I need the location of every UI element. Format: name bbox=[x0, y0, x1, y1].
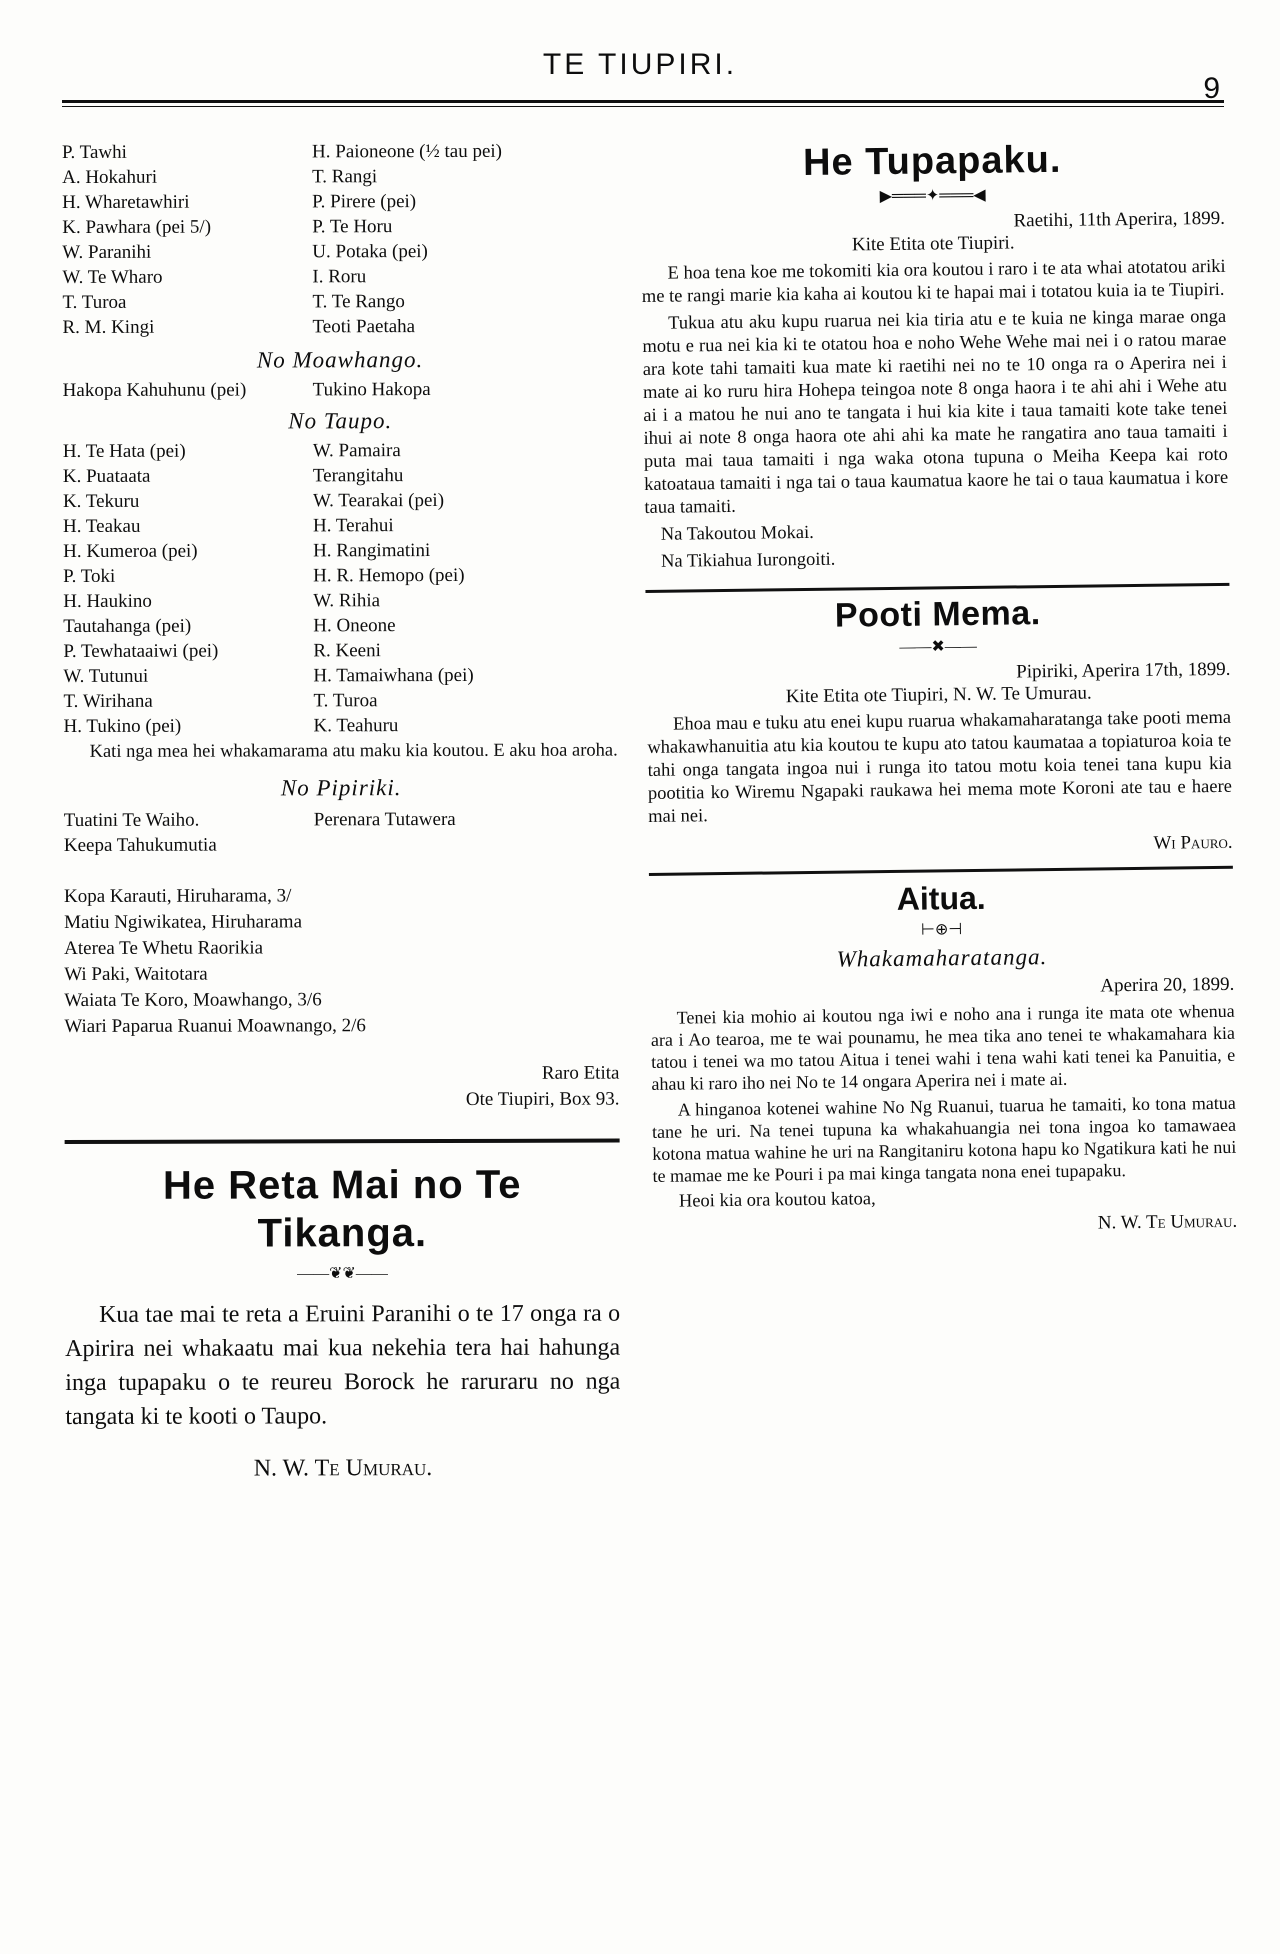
section-heading-taupo: No Taupo. bbox=[288, 408, 393, 434]
signatory-name: Perenara Tutawera bbox=[313, 808, 456, 831]
signatory-name: K. Puataata bbox=[62, 465, 151, 487]
tupapaku-paragraph: E hoa tena koe me tokomiti kia ora koutou i raro i te ata whai atotatou ariki me te rangi marie kia kaha ai koutou ki te hapai mai i totatou kuia ia te Tiupiri. bbox=[641, 256, 1226, 307]
signatory-name: H. Teakau bbox=[62, 515, 141, 537]
signatory-name: W. Pamaira bbox=[312, 440, 401, 462]
page-title: TE TIUPIRI. bbox=[542, 48, 738, 81]
article-title-line1: He Reta Mai no Te bbox=[162, 1162, 522, 1208]
signatory-name: T. Wirihana bbox=[63, 690, 153, 712]
right-column bbox=[640, 138, 1238, 1240]
list-item bbox=[63, 513, 618, 539]
pooti-paragraph: Ehoa mau e tuku atu enei kupu ruarua whakamaharatanga take pooti mema whakawhanuitia atu kia koutou te kupu ato tatou kaumataa a topiaturoa koia te tahi onga tangata ingoa nui i runga ito tatou motu koia tenei tana kupu kia pootitia ko Wiremu Ngapaki raukawa hei mema mote Koroni ate tau e haere mai nei. bbox=[647, 707, 1233, 827]
signatory-name: P. Tewhataaiwi (pei) bbox=[63, 640, 219, 662]
signatory-name: H. R. Hemopo (pei) bbox=[313, 564, 465, 587]
list-item: Kopa Karauti, Hiruharama, 3/ bbox=[63, 885, 292, 907]
signatory-name: H. Haukino bbox=[63, 590, 152, 612]
section-heading-moawhango: No Moawhango. bbox=[256, 347, 424, 373]
signatory-name: T. Te Rango bbox=[312, 291, 405, 313]
article-title bbox=[65, 1161, 620, 1258]
signatory-name: H. Tamaiwhana (pei) bbox=[313, 664, 474, 687]
signatory-name: Tuatini Te Waiho. bbox=[63, 809, 200, 831]
signatory-name: T. Turoa bbox=[62, 291, 127, 313]
article-body: Kua tae mai te reta a Eruini Paranihi o te 17 onga ra o Apirira nei whakaatu mai kua nekehia tera hai hahunga inga tupapaku o te reureu Borock he raruraru no nga tangata ki te kooti o Taupo. bbox=[65, 1300, 621, 1430]
signatory-name: K. Teahuru bbox=[313, 715, 399, 737]
signatory-name: A. Hokahuri bbox=[62, 166, 158, 188]
signatory-name: W. Te Wharo bbox=[62, 266, 163, 288]
signatory-name: R. M. Kingi bbox=[62, 316, 155, 338]
signatory-name: H. Terahui bbox=[312, 515, 394, 537]
subscriber-list bbox=[64, 883, 619, 1040]
list-item bbox=[62, 164, 617, 190]
signatory-name: T. Rangi bbox=[312, 166, 378, 188]
list-item bbox=[62, 264, 617, 290]
signatory-name: K. Pawhara (pei 5/) bbox=[62, 216, 212, 238]
list-item: Aterea Te Whetu Raorikia bbox=[64, 937, 264, 959]
list-item bbox=[63, 538, 618, 564]
masthead bbox=[0, 48, 1280, 105]
ornament-divider-icon: ——✖—— bbox=[899, 637, 977, 656]
left-column bbox=[62, 140, 621, 1483]
signatory-name: Keepa Tahukumutia bbox=[63, 834, 217, 856]
signatory-name: P. Toki bbox=[63, 565, 116, 587]
tupapaku-paragraph: Tukua atu aku kupu ruarua nei kia tiria atu e te kuia ne kinga marae onga motu e rua nei kia ki te otatou hoa e noho Wehe Wehe mai nei i o ratou marae ara kote tahi tamaiti kua mate ki raetihi nei no te 10 onga ra o Aperira nei i mate ai ko ruru hira Hohepa teingoa note 8 onga haora i te ahi ahi i Wehe atu ai i a matou he nui ano te tangata i hui kia kite i taua tamaiti kote take tenei ihui ai note 8 onga haora ote ahi ahi ka mate he rangatira ano taua tamaiti i puta mai taua tamaiti i nga waka otona tupuna o Meiha Keepa kai roto katoataua tamaiti i nga tai o taua kaumatua kaore he tai o taua kaumatua i kore taua tamaiti. bbox=[642, 306, 1229, 518]
masthead-rule bbox=[62, 100, 1224, 107]
list-item bbox=[64, 807, 619, 833]
aitua-heading: Aitua. bbox=[896, 879, 986, 917]
ornament-divider-icon: ▶═══✦═══◀ bbox=[879, 186, 986, 206]
list-item bbox=[63, 438, 618, 464]
list-item: Waiata Te Koro, Moawhango, 3/6 bbox=[64, 989, 322, 1011]
tupapaku-subline: Kite Etita ote Tiupiri. bbox=[851, 232, 1015, 256]
list-item bbox=[63, 488, 618, 514]
list-item bbox=[62, 214, 617, 240]
signatory-name: W. Tearakai (pei) bbox=[312, 490, 445, 512]
list-item bbox=[62, 314, 617, 340]
list-item bbox=[62, 189, 617, 215]
aitua-closing: Heoi kia ora koutou katoa, bbox=[678, 1189, 876, 1212]
signatory-name: Terangitahu bbox=[312, 465, 404, 487]
ornament-divider-icon: ⊢⊕⊣ bbox=[920, 921, 963, 939]
closing-line: Ote Tiupiri, Box 93. bbox=[465, 1088, 620, 1110]
signatory-name: H. Oneone bbox=[313, 615, 396, 637]
list-item bbox=[63, 688, 618, 714]
signatory-name: H. Tukino (pei) bbox=[63, 715, 182, 737]
signatory-name: H. Wharetawhiri bbox=[62, 191, 190, 213]
signatory-name: Tukino Hakopa bbox=[312, 379, 431, 401]
closing-line: Raro Etita bbox=[541, 1062, 620, 1084]
list-item bbox=[63, 377, 618, 403]
signatory-list-top bbox=[62, 139, 618, 340]
aitua-paragraph: A hinganoa kotenei wahine No Ng Ruanui, tuarua he tamaiti, ko tona matua tane he uri. Na tenei tupuna ka whakahuangia nei tona ingoa ko tamawaea kotona matua wahine he uri na Rangitaniru kotona hapu ko Ngatikura kati he nui te mamae me ke Pouri i pa mai kinga tangata nona enei tupapaku. bbox=[651, 1092, 1237, 1186]
signatory-name: W. Paranihi bbox=[62, 241, 152, 263]
list-item bbox=[64, 713, 619, 739]
signatory-name: W. Rihia bbox=[313, 590, 381, 612]
list-item bbox=[63, 613, 618, 639]
article-signature: N. W. Te Umurau. bbox=[253, 1455, 433, 1482]
tupapaku-signature: Na Takoutou Mokai. bbox=[660, 522, 814, 545]
aitua-dateline: Aperira 20, 1899. bbox=[1100, 973, 1235, 997]
signatory-name: P. Tawhi bbox=[62, 141, 127, 163]
ornament-divider-icon: ——❦❦—— bbox=[297, 1265, 388, 1283]
signatory-name: U. Potaka (pei) bbox=[312, 241, 428, 263]
signatory-name: H. Paioneone (½ tau pei) bbox=[312, 140, 503, 163]
pooti-signature: Wi Pauro. bbox=[1153, 831, 1233, 854]
list-item bbox=[62, 139, 617, 165]
list-item bbox=[63, 588, 618, 614]
signatory-name: R. Keeni bbox=[313, 640, 381, 662]
tupapaku-heading: He Tupapaku. bbox=[802, 138, 1062, 185]
closing-block bbox=[64, 1061, 619, 1114]
list-item bbox=[64, 832, 619, 858]
signatory-name: Teoti Paetaha bbox=[312, 316, 416, 338]
signatory-name: P. Pirere (pei) bbox=[312, 191, 417, 213]
page-number: 9 bbox=[1203, 72, 1220, 105]
list-item bbox=[63, 638, 618, 664]
pooti-heading: Pooti Mema. bbox=[834, 594, 1041, 635]
signatory-name: Hakopa Kahuhunu (pei) bbox=[62, 379, 247, 401]
tupapaku-dateline: Raetihi, 11th Aperira, 1899. bbox=[1013, 207, 1226, 232]
signatory-name: H. Rangimatini bbox=[313, 540, 431, 562]
kati-paragraph: Kati nga mea hei whakamarama atu maku kia koutou. E aku hoa aroha. bbox=[89, 740, 618, 762]
pipiriki-names bbox=[64, 807, 619, 858]
signatory-name: I. Roru bbox=[312, 266, 367, 288]
list-item bbox=[63, 563, 618, 589]
signatory-name: W. Tutunui bbox=[63, 665, 149, 687]
list-item bbox=[63, 663, 618, 689]
list-item: Wi Paki, Waitotara bbox=[64, 963, 208, 985]
signatory-name: K. Tekuru bbox=[62, 490, 140, 512]
pooti-dateline: Pipiriki, Aperira 17th, 1899. bbox=[1016, 658, 1231, 683]
signatory-name: H. Te Hata (pei) bbox=[62, 440, 186, 462]
signatory-name: P. Te Horu bbox=[312, 216, 393, 238]
moawhango-names bbox=[63, 377, 618, 403]
list-item bbox=[62, 239, 617, 265]
signatory-name: H. Kumeroa (pei) bbox=[63, 540, 198, 562]
taupo-names bbox=[63, 438, 619, 739]
list-item bbox=[63, 463, 618, 489]
section-heading-pipiriki: No Pipiriki. bbox=[280, 775, 402, 801]
article-title-line2: Tikanga. bbox=[257, 1211, 428, 1256]
aitua-paragraph: Tenei kia mohio ai koutou nga iwi e noho ana i runga ite mata ote whenua ara i Ao tearoa, me te wai pounamu, he mea tika ano tenei te whakamahara kia tatou i tenei wa mo tatou Aitua i tenei wahi i tena wahi kati tenei ka Panuitia, e ahau ki raro iho nei No te 14 ongara Aperira nei i mate ai. bbox=[650, 1000, 1236, 1094]
signatory-name: T. Turoa bbox=[313, 690, 378, 712]
aitua-subheading: Whakamaharatanga. bbox=[836, 944, 1048, 972]
section-divider bbox=[649, 866, 1233, 876]
pooti-subline: Kite Etita ote Tiupiri, N. W. Te Umurau. bbox=[785, 682, 1092, 708]
aitua-signature: N. W. Te Umurau. bbox=[1097, 1210, 1238, 1234]
section-divider bbox=[65, 1139, 620, 1144]
list-item bbox=[62, 289, 617, 315]
list-item: Matiu Ngiwikatea, Hiruharama bbox=[64, 911, 303, 933]
list-item: Wiari Paparua Ruanui Moawnango, 2/6 bbox=[64, 1015, 366, 1037]
section-divider bbox=[645, 583, 1229, 593]
tupapaku-signature: Na Tikiahua Iurongoiti. bbox=[660, 549, 836, 572]
signatory-name: Tautahanga (pei) bbox=[63, 615, 192, 637]
